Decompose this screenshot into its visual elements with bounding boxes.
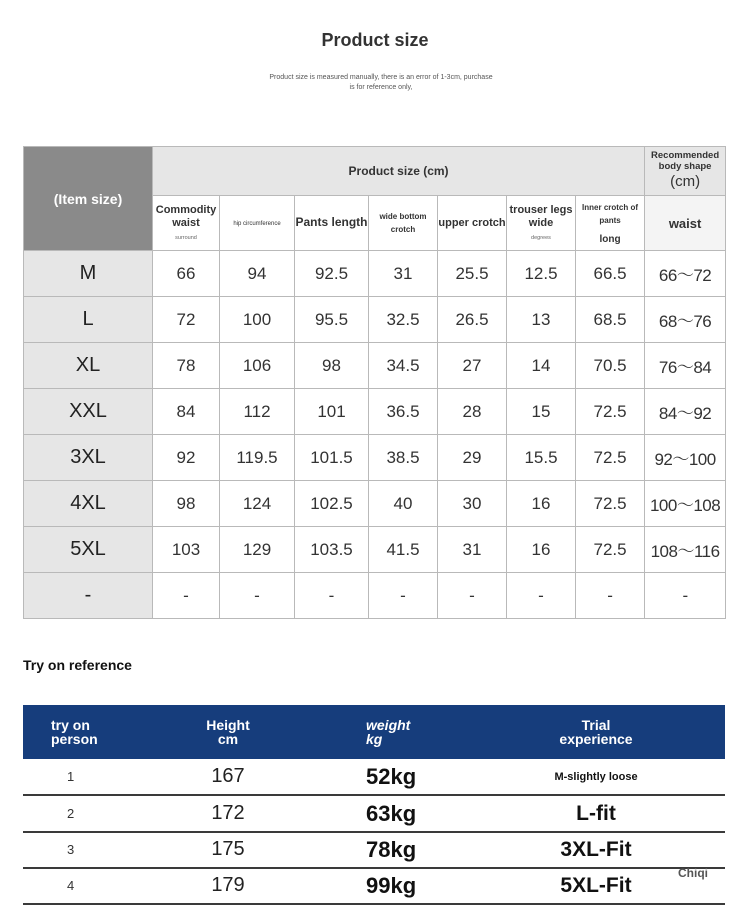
size-note-line-1: Product size is measured manually, there is an error of 1-3cm, purchase [269,74,493,81]
size-row [24,573,726,619]
column-sublabel: surround [175,235,197,241]
try-on-table-body [23,759,725,904]
size-row [24,389,726,435]
try-on-title: Try on reference [23,657,132,673]
weight-header [316,705,467,759]
weight-cell: 52kg [316,759,467,795]
measurement-cell: 103.5 [295,527,369,573]
measurement-cell: 100 [220,297,295,343]
recommended-waist-cell: - [645,573,726,619]
measurement-cell: 106 [220,343,295,389]
measurement-cell: 95.5 [295,297,369,343]
measurement-cell: 84 [153,389,220,435]
header-line: Trial [581,717,611,734]
measurement-cell: 92 [153,435,220,481]
size-row [24,435,726,481]
measurement-cell: 40 [369,481,438,527]
size-row [24,297,726,343]
person-index-cell: 4 [23,868,140,904]
recommended-unit: (cm) [670,173,701,190]
recommended-header [645,147,726,196]
column-label: Pants length [295,215,368,229]
measurement-cell: - [295,573,369,619]
recommended-waist-cell: 108～116 [645,527,726,573]
header-line: weight [366,717,411,734]
measurement-cell: 78 [153,343,220,389]
measurement-cell: 26.5 [438,297,507,343]
size-note-line-2: is for reference only, [349,84,413,91]
measurement-cell: - [576,573,645,619]
column-label: upper crotch [438,216,506,229]
column-label: wide bottom crotch [379,212,427,234]
measurement-cell: 72.5 [576,481,645,527]
measurement-cell: 98 [153,481,220,527]
header-line: experience [559,731,633,748]
measurement-cell: 15 [507,389,576,435]
recommended-waist-cell: 68～76 [645,297,726,343]
recommended-waist-cell: 92～100 [645,435,726,481]
page-title: Product size [321,30,429,50]
measurement-cell: 13 [507,297,576,343]
measurement-cell: - [507,573,576,619]
size-label-cell: 4XL [24,481,153,527]
measurement-cell: 28 [438,389,507,435]
size-row [24,343,726,389]
header-line: person [51,731,98,748]
weight-cell: 99kg [316,868,467,904]
column-header-trouser-legs-wide [507,196,576,251]
size-label-cell: XXL [24,389,153,435]
measurement-cell: 103 [153,527,220,573]
size-note [250,73,512,93]
column-header-wide-bottom-crotch [369,196,438,251]
size-label-cell: XL [24,343,153,389]
column-sublabel: long [599,233,621,245]
recommended-waist-cell: 76～84 [645,343,726,389]
header-line: Height [206,717,250,734]
size-label-cell: - [24,573,153,619]
column-header-hip-circumference [220,196,295,251]
measurement-cell: 16 [507,527,576,573]
recommended-waist-header: waist [645,196,726,251]
try-on-row [23,795,725,831]
experience-cell: M-slightly loose [467,759,725,795]
measurement-cell: 124 [220,481,295,527]
measurement-cell: 101 [295,389,369,435]
height-cell: 175 [140,832,316,868]
height-cell: 167 [140,759,316,795]
column-header-pants-length [295,196,369,251]
column-label: trouser legs wide [509,204,573,229]
measurement-cell: - [153,573,220,619]
experience-cell: 5XL-Fit [467,868,725,904]
measurement-cell: 31 [369,251,438,297]
height-header [140,705,316,759]
measurement-cell: 29 [438,435,507,481]
measurement-cell: 98 [295,343,369,389]
measurement-cell: 34.5 [369,343,438,389]
column-header-upper-crotch [438,196,507,251]
size-label-cell: 5XL [24,527,153,573]
size-label-cell: L [24,297,153,343]
measurement-cell: 38.5 [369,435,438,481]
header-line: kg [366,731,383,748]
measurement-cell: 72.5 [576,527,645,573]
measurement-cell: 30 [438,481,507,527]
measurement-cell: 101.5 [295,435,369,481]
measurement-cell: 36.5 [369,389,438,435]
height-cell: 179 [140,868,316,904]
try-on-row [23,832,725,868]
recommended-waist-cell: 66～72 [645,251,726,297]
measurement-cell: 68.5 [576,297,645,343]
weight-cell: 63kg [316,795,467,831]
measurement-cell: 72 [153,297,220,343]
column-label: hip circumference [233,220,281,227]
measurement-cell: - [220,573,295,619]
measurement-cell: - [438,573,507,619]
recommended-label: Recommended body shape [651,150,720,172]
size-label-cell: M [24,251,153,297]
experience-cell: L-fit [467,795,725,831]
column-header-commodity-waist [153,196,220,251]
column-label: Commodity waist [155,204,217,229]
header-line: cm [217,731,239,748]
measurement-cell: 72.5 [576,389,645,435]
measurement-cell: 32.5 [369,297,438,343]
measurement-cell: 129 [220,527,295,573]
measurement-cell: 119.5 [220,435,295,481]
item-size-header: (Item size) [24,147,153,251]
try-on-row [23,868,725,904]
measurement-cell: 66.5 [576,251,645,297]
measurement-cell: 15.5 [507,435,576,481]
person-index-cell: 3 [23,832,140,868]
size-row [24,527,726,573]
recommended-waist-cell: 84～92 [645,389,726,435]
measurement-cell: 66 [153,251,220,297]
try-on-person-header [23,705,140,759]
product-size-header: Product size (cm) [153,147,645,196]
trial-experience-header [467,705,725,759]
size-row [24,251,726,297]
person-index-cell: 1 [23,759,140,795]
height-cell: 172 [140,795,316,831]
person-index-cell: 2 [23,795,140,831]
measurement-cell: 25.5 [438,251,507,297]
column-header-inner-crotch [576,196,645,251]
measurement-cell: 92.5 [295,251,369,297]
column-label: Inner crotch of pants [582,202,639,225]
header-line: try on [51,717,90,734]
experience-cell: 3XL-Fit [467,832,725,868]
measurement-cell: 70.5 [576,343,645,389]
size-row [24,481,726,527]
measurement-cell: - [369,573,438,619]
measurement-cell: 14 [507,343,576,389]
try-on-table [23,705,725,905]
brand-watermark: Chiqi [678,866,708,880]
measurement-cell: 41.5 [369,527,438,573]
size-label-cell: 3XL [24,435,153,481]
measurement-cell: 94 [220,251,295,297]
measurement-cell: 112 [220,389,295,435]
measurement-cell: 31 [438,527,507,573]
size-table [23,146,726,619]
recommended-waist-cell: 100～108 [645,481,726,527]
measurement-cell: 102.5 [295,481,369,527]
measurement-cell: 72.5 [576,435,645,481]
measurement-cell: 12.5 [507,251,576,297]
column-sublabel: degrees [531,235,551,241]
weight-cell: 78kg [316,832,467,868]
measurement-cell: 16 [507,481,576,527]
size-table-body [24,251,726,619]
try-on-row [23,759,725,795]
measurement-cell: 27 [438,343,507,389]
